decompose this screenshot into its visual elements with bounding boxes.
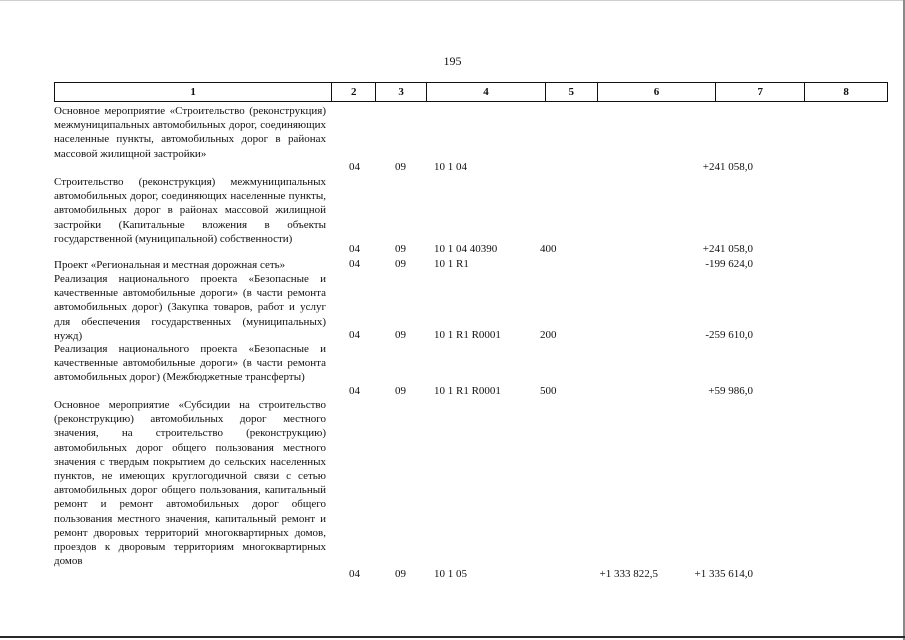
row-amount-col7: +1 335 614,0: [694, 568, 753, 580]
row-target-article: 10 1 R1 R0001: [434, 329, 501, 341]
row-description: Строительство (реконструкция) межмуниципальных автомобильных дорог, соединяющих населенные пункты, автомобильных дорог в районах массовой жилищной застройки (Капитальные вложения в объекты государственной (муниципальной) собственности): [54, 176, 326, 245]
page-number: 195: [443, 54, 462, 68]
row-description: Основное мероприятие «Субсидии на строительство (реконструкцию) автомобильных дорог местного значения, на строительство (реконструкцию) автомобильных дорог общего пользования местного значения с твердым покрытием до сельских населенных пунктов, не имеющих круглогодичной связи с сетью автомобильных дорог общего пользования, капитальный ремонт и ремонт автомобильных дорог общего пользования местного значения, капитальный ремонт и ремонт дворовых территорий многоквартирных домов, проездов к дворовым территориям многоквартирных домов: [54, 399, 326, 568]
scan-edge-top: [0, 0, 905, 1]
row-description: Проект «Региональная и местная дорожная сеть»: [54, 259, 286, 271]
column-header-4: 4: [427, 83, 546, 101]
row-target-article: 10 1 05: [434, 568, 467, 580]
row-section-code: 04: [349, 329, 360, 341]
row-subsection-code: 09: [395, 568, 406, 580]
table-row: [54, 398, 888, 583]
row-amount-col7: -199 624,0: [705, 258, 753, 270]
table-row: [54, 258, 888, 272]
row-description: Реализация национального проекта «Безопасные и качественные автомобильные дороги» (в части ремонта автомобильных дорог) (Закупка товаров, работ и услуг для обеспечения государственных (муниципальных) нужд): [54, 273, 326, 342]
column-header-6: 6: [598, 83, 717, 101]
row-target-article: 10 1 04 40390: [434, 243, 498, 255]
column-header-1: 1: [55, 83, 332, 101]
table-row: [54, 104, 888, 176]
row-description: Реализация национального проекта «Безопасные и качественные автомобильные дороги» (в части ремонта автомобильных дорог) (Межбюджетные трансферты): [54, 343, 326, 384]
row-amount-col7: +241 058,0: [702, 243, 753, 255]
row-target-article: 10 1 R1: [434, 258, 469, 270]
row-subsection-code: 09: [395, 329, 406, 341]
row-expense-type: 400: [540, 243, 557, 255]
row-target-article: 10 1 04: [434, 161, 467, 173]
table-row: [54, 272, 888, 343]
row-subsection-code: 09: [395, 258, 406, 270]
row-section-code: 04: [349, 243, 360, 255]
row-description: Основное мероприятие «Строительство (реконструкция) межмуниципальных автомобильных дорог, соединяющих населенные пункты, автомобильных дорог в районах массовой жилищной застройки»: [54, 105, 326, 160]
row-section-code: 04: [349, 385, 360, 397]
row-subsection-code: 09: [395, 243, 406, 255]
column-header-7: 7: [716, 83, 805, 101]
column-header-8: 8: [843, 86, 849, 98]
column-header-2: 2: [332, 83, 376, 101]
row-amount-col6: +1 333 822,5: [599, 568, 658, 580]
row-subsection-code: 09: [395, 161, 406, 173]
row-amount-col7: +241 058,0: [702, 161, 753, 173]
row-subsection-code: 09: [395, 385, 406, 397]
row-section-code: 04: [349, 258, 360, 270]
table-row: [54, 175, 888, 257]
table-header: [54, 82, 888, 102]
row-amount-col7: +59 986,0: [708, 385, 753, 397]
row-section-code: 04: [349, 568, 360, 580]
scan-edge-bottom: [0, 636, 905, 638]
table-row: [54, 342, 888, 399]
row-section-code: 04: [349, 161, 360, 173]
column-header-3: 3: [376, 83, 427, 101]
row-expense-type: 200: [540, 329, 557, 341]
column-header-5: 5: [546, 83, 598, 101]
row-amount-col7: -259 610,0: [705, 329, 753, 341]
row-expense-type: 500: [540, 385, 557, 397]
row-target-article: 10 1 R1 R0001: [434, 385, 501, 397]
